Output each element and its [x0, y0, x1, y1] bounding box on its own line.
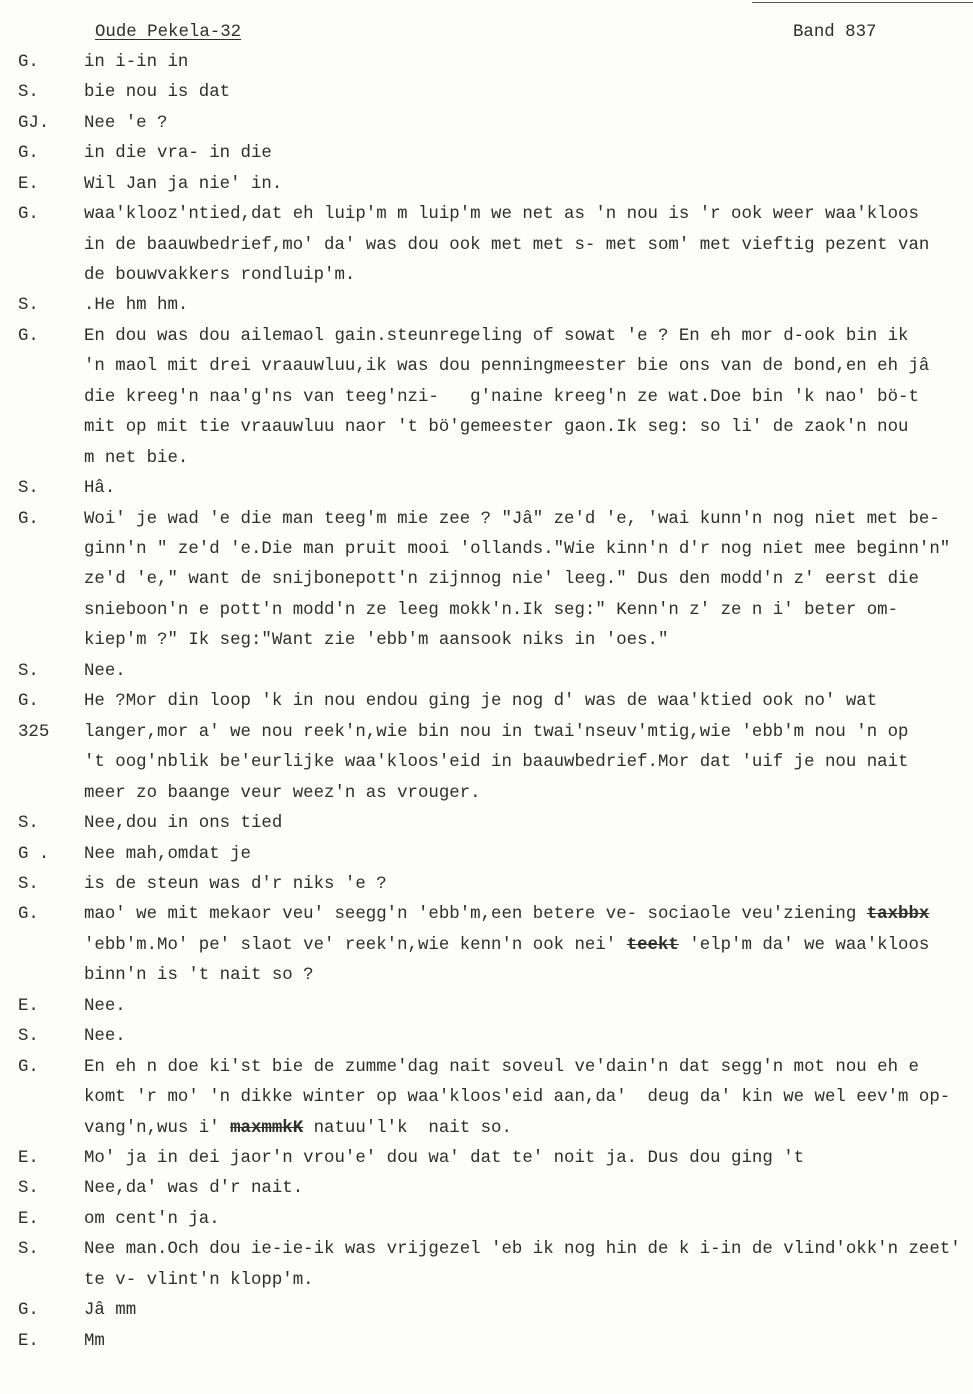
line-text: in de baauwbedrief,mo' da' was dou ook met met s- met som' met vieftig pezent van — [84, 235, 930, 255]
line-text: He ?Mor din loop 'k in nou endou ging je nog d' was de waa'ktied ook no' wat — [84, 692, 878, 712]
speaker-label: G. — [18, 326, 39, 346]
speaker-label: G. — [18, 144, 39, 164]
line-text: Nee,dou in ons tied — [84, 814, 283, 834]
transcript-line — [0, 596, 973, 626]
line-text: Nee man.Och dou ie-ie-ik was vrijgezel 'eb ik nog hin de k i-in de vlind'okk'n zeet' — [84, 1240, 961, 1260]
line-text: waa'klooz'ntied,dat eh luip'm m luip'm we net as 'n nou is 'r ook weer waa'kloos — [84, 205, 919, 225]
transcript-line — [0, 1144, 973, 1174]
speaker-label: G. — [18, 1057, 39, 1077]
line-text: 'n maol mit drei vraauwluu,ik was dou penningmeester bie ons van de bond,en eh jâ — [84, 357, 930, 377]
line-text — [84, 931, 929, 961]
speaker-label: S. — [18, 83, 39, 103]
line-text: Woi' je wad 'e die man teeg'm mie zee ? "Jâ" ze'd 'e, 'wai kunn'n nog niet met be- — [84, 509, 940, 529]
line-text: snieboon'n e pott'n modd'n ze leeg mokk'n.Ik seg:" Kenn'n z' ze n i' beter om- — [84, 600, 899, 620]
line-text: Nee 'e ? — [84, 113, 168, 133]
transcript-line — [0, 48, 973, 78]
transcript-line — [0, 383, 973, 413]
speaker-label: E. — [18, 1209, 39, 1229]
line-text: Hâ. — [84, 479, 116, 499]
line-text — [84, 1114, 512, 1144]
transcript-line — [0, 170, 973, 200]
transcript-line — [0, 1083, 973, 1113]
line-text: ginn'n " ze'd 'e.Die man pruit mooi 'ollands."Wie kinn'n d'r nog niet mee beginn'n" — [84, 540, 951, 559]
speaker-label: S. — [18, 814, 39, 834]
transcript-line — [0, 231, 973, 261]
speaker-label: E. — [18, 1149, 39, 1168]
document-title: Oude Pekela-32 — [95, 23, 242, 42]
transcript-line — [0, 291, 973, 321]
text-segment: 'elp'm da' we waa'kloos — [678, 935, 930, 955]
transcript-line — [0, 992, 973, 1022]
transcript-line — [0, 961, 973, 991]
transcript-line — [0, 687, 973, 717]
transcript-line — [0, 352, 973, 382]
transcript-line — [0, 444, 973, 474]
speaker-label: E. — [18, 1331, 39, 1351]
line-text: Nee mah,omdat je — [84, 844, 251, 864]
transcript-line — [0, 1174, 973, 1204]
transcript-line — [0, 261, 973, 291]
line-text: die kreeg'n naa'g'ns van teeg'nzi- g'naine kreeg'n ze wat.Doe bin 'k nao' bö-t — [84, 387, 919, 407]
transcript-line — [0, 413, 973, 443]
line-text: in i-in in — [84, 52, 189, 72]
transcript-line — [0, 1114, 973, 1144]
line-text: Mm — [84, 1331, 105, 1351]
text-segment: 'ebb'm.Mo' pe' slaot ve' reek'n,wie kenn'n ook nei' — [84, 935, 627, 955]
line-text: En dou was dou ailemaol gain.steunregeling of sowat 'e ? En eh mor d-ook bin ik — [84, 326, 909, 346]
struck-out-text: taxbbx — [866, 905, 930, 925]
line-text: mit op mit tie vraauwluu naor 't bö'gemeester gaon.Ik seg: so li' de zaok'n nou — [84, 418, 909, 438]
text-segment: natuu'l'k nait so. — [303, 1118, 512, 1138]
speaker-label: G. — [18, 692, 39, 712]
transcript-line — [0, 870, 973, 900]
text-segment: vang'n,wus i' — [84, 1118, 231, 1138]
speaker-label: S. — [18, 296, 39, 316]
speaker-label: S. — [18, 479, 39, 499]
transcript-line — [0, 78, 973, 108]
line-text: de bouwvakkers rondluip'm. — [84, 265, 356, 285]
transcript-line — [0, 1205, 973, 1235]
speaker-label: G. — [18, 905, 39, 925]
transcript-line — [0, 505, 973, 535]
line-text: Nee,da' was d'r nait. — [84, 1179, 304, 1199]
transcript-line — [0, 139, 973, 169]
speaker-label: S. — [18, 1240, 39, 1260]
line-text: Mo' ja in dei jaor'n vrou'e' dou wa' dat te' noit ja. Dus dou ging 't — [84, 1149, 805, 1168]
line-text: Nee. — [84, 996, 126, 1016]
transcript-line — [0, 931, 973, 961]
speaker-label: G. — [18, 1301, 39, 1321]
transcript-line — [0, 779, 973, 809]
speaker-label: E. — [18, 996, 39, 1016]
line-text: meer zo baange veur weez'n as vrouger. — [84, 783, 481, 803]
transcript-line — [0, 109, 973, 139]
speaker-label: S. — [18, 1027, 39, 1047]
transcript-line — [0, 1235, 973, 1265]
speaker-label: S. — [18, 874, 39, 894]
line-text: Wil Jan ja nie' in. — [84, 174, 283, 194]
transcript-line — [0, 565, 973, 595]
tape-number: Band 837 — [793, 23, 877, 42]
transcript-line — [0, 718, 973, 748]
line-text: Nee. — [84, 1027, 126, 1047]
transcript-line — [0, 809, 973, 839]
transcript-line — [0, 748, 973, 778]
transcript-line — [0, 900, 973, 930]
transcript-line — [0, 1022, 973, 1052]
line-text — [84, 900, 929, 930]
line-text: ze'd 'e," want de snijbonepott'n zijnnog nie' leeg." Dus den modd'n z' eerst die — [84, 570, 919, 590]
transcript-line — [0, 1266, 973, 1296]
speaker-label: G . — [18, 844, 50, 864]
speaker-label: E. — [18, 174, 39, 194]
speaker-label: G. — [18, 509, 39, 529]
speaker-label: S. — [18, 661, 39, 681]
text-segment: mao' we mit mekaor veu' seegg'n 'ebb'm,een betere ve- sociaole veu'ziening — [84, 905, 867, 925]
transcript-line — [0, 1296, 973, 1326]
transcript-line — [0, 626, 973, 656]
line-text: m net bie. — [84, 448, 189, 468]
transcript-line — [0, 474, 973, 504]
line-text: binn'n is 't nait so ? — [84, 966, 314, 986]
transcript-line — [0, 322, 973, 352]
line-text: Nee. — [84, 661, 126, 681]
line-text: komt 'r mo' 'n dikke winter op waa'kloos'eid aan,da' deug da' kin we wel eev'm op- — [84, 1088, 951, 1108]
line-text: Jâ mm — [84, 1301, 137, 1321]
line-text: kiep'm ?" Ik seg:"Want zie 'ebb'm aansook niks in 'oes." — [84, 631, 669, 651]
speaker-label: GJ. — [18, 113, 50, 133]
line-text: in die vra- in die — [84, 144, 272, 164]
line-text: En eh n doe ki'st bie de zumme'dag nait soveul ve'dain'n dat segg'n mot nou eh e — [84, 1057, 919, 1077]
line-text: is de steun was d'r niks 'e ? — [84, 874, 387, 894]
transcript-line — [0, 840, 973, 870]
line-text: bie nou is dat — [84, 83, 231, 103]
line-text: om cent'n ja. — [84, 1209, 220, 1229]
line-text: langer,mor a' we nou reek'n,wie bin nou in twai'nseuv'mtig,wie 'ebb'm nou 'n op — [84, 722, 909, 742]
line-text: te v- vlint'n klopp'm. — [84, 1270, 314, 1290]
speaker-label: G. — [18, 52, 39, 72]
line-text: 't oog'nblik be'eurlijke waa'kloos'eid in baauwbedrief.Mor dat 'uif je nou nait — [84, 753, 909, 773]
transcript-line — [0, 200, 973, 230]
speaker-label: G. — [18, 205, 39, 225]
transcript-line — [0, 657, 973, 687]
line-number-marker: 325 — [18, 722, 50, 742]
transcript-line — [0, 1053, 973, 1083]
struck-out-text: teekt — [626, 935, 679, 955]
transcript-line — [0, 1327, 973, 1357]
struck-out-text: maxmmkK — [230, 1118, 304, 1138]
transcript-line — [0, 535, 973, 565]
line-text: .He hm hm. — [84, 296, 189, 316]
speaker-label: S. — [18, 1179, 39, 1199]
